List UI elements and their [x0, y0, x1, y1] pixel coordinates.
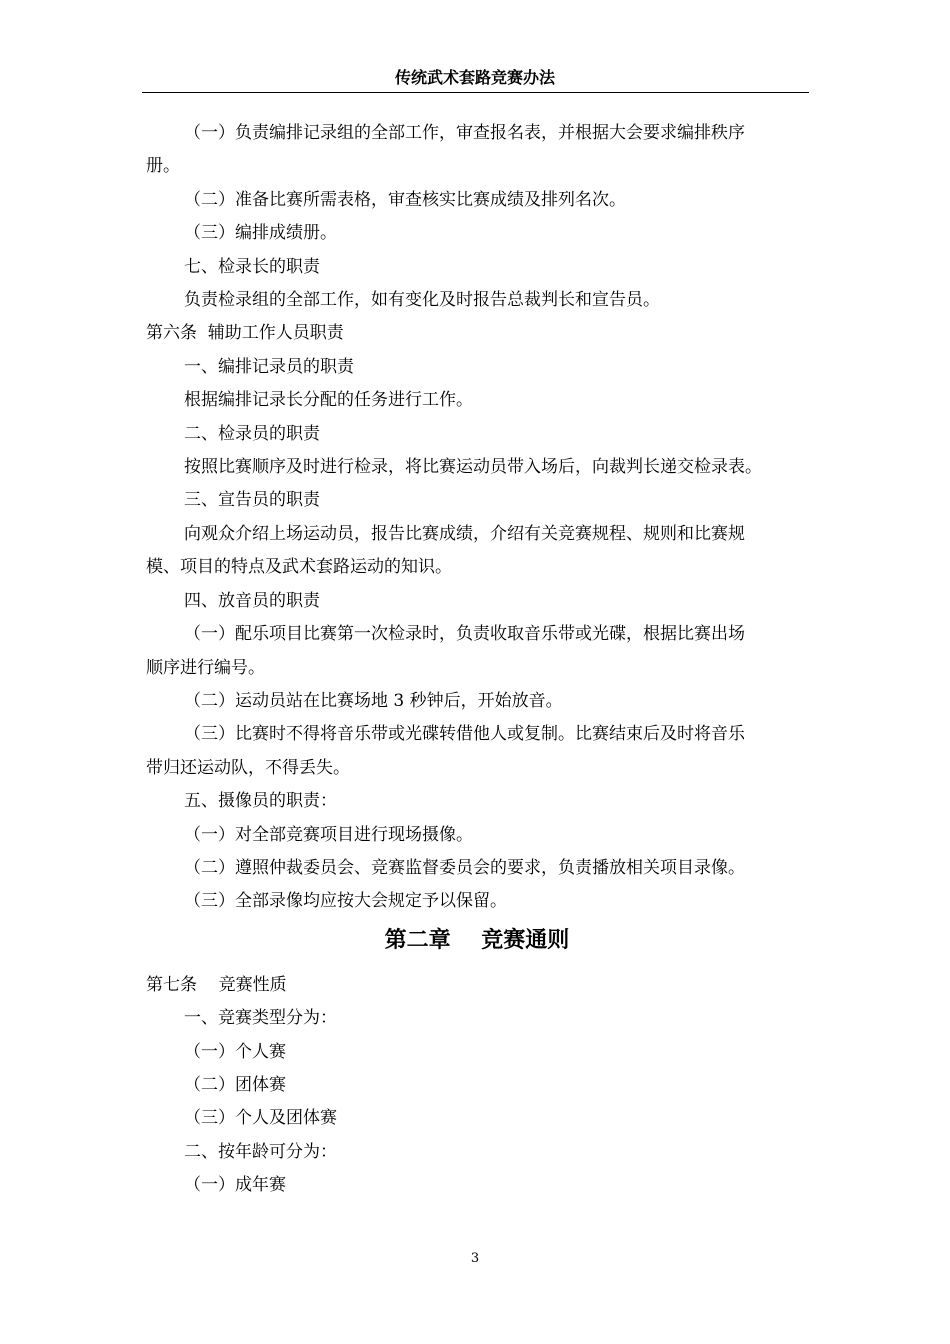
paragraph: （二）运动员站在比赛场地 3 秒钟后，开始放音。	[184, 690, 563, 711]
paragraph: 一、竞赛类型分为：	[184, 1008, 337, 1029]
paragraph: （一）个人赛	[184, 1041, 286, 1062]
paragraph: （三）全部录像均应按大会规定予以保留。	[184, 891, 507, 912]
paragraph: （一）配乐项目比赛第一次检录时，负责收取音乐带或光碟，根据比赛出场	[184, 624, 745, 645]
paragraph: （一）对全部竞赛项目进行现场摄像。	[184, 824, 473, 845]
paragraph: 模、项目的特点及武术套路运动的知识。	[146, 557, 452, 578]
paragraph: 向观众介绍上场运动员，报告比赛成绩，介绍有关竞赛规程、规则和比赛规	[184, 523, 745, 544]
paragraph: （三）编排成绩册。	[184, 223, 337, 244]
paragraph: 负责检录组的全部工作，如有变化及时报告总裁判长和宣告员。	[184, 290, 660, 311]
article-heading: 第六条 辅助工作人员职责	[146, 323, 344, 344]
page-header-title: 传统武术套路竞赛办法	[394, 68, 555, 87]
header-rule	[142, 92, 809, 93]
paragraph: 一、编排记录员的职责	[184, 356, 354, 377]
chapter-title: 第二章 竞赛通则	[384, 927, 570, 953]
paragraph: （一）成年赛	[184, 1175, 286, 1196]
paragraph: 二、按年龄可分为：	[184, 1141, 337, 1162]
paragraph: 三、宣告员的职责	[184, 490, 320, 511]
article-heading: 第七条 竞赛性质	[146, 974, 287, 995]
paragraph: （二）团体赛	[184, 1074, 286, 1095]
page-number: 3	[470, 1251, 480, 1266]
paragraph: （三）个人及团体赛	[184, 1108, 337, 1129]
paragraph: 四、放音员的职责	[184, 590, 320, 611]
paragraph: 二、检录员的职责	[184, 423, 320, 444]
paragraph: 根据编排记录长分配的任务进行工作。	[184, 390, 473, 411]
paragraph: 带归还运动队，不得丢失。	[146, 757, 350, 778]
paragraph: 五、摄像员的职责：	[184, 791, 337, 812]
document-body	[146, 117, 808, 1203]
paragraph: （二）准备比赛所需表格，审查核实比赛成绩及排列名次。	[184, 189, 626, 210]
paragraph: 按照比赛顺序及时进行检录，将比赛运动员带入场后，向裁判长递交检录表。	[184, 457, 762, 478]
paragraph: 七、检录长的职责	[184, 256, 320, 277]
paragraph: 顺序进行编号。	[146, 657, 265, 678]
paragraph: （二）遵照仲裁委员会、竞赛监督委员会的要求，负责播放相关项目录像。	[184, 857, 745, 878]
paragraph: 册。	[146, 156, 180, 177]
paragraph: （三）比赛时不得将音乐带或光碟转借他人或复制。比赛结束后及时将音乐	[184, 724, 745, 745]
paragraph: （一）负责编排记录组的全部工作，审查报名表，并根据大会要求编排秩序	[184, 123, 745, 143]
